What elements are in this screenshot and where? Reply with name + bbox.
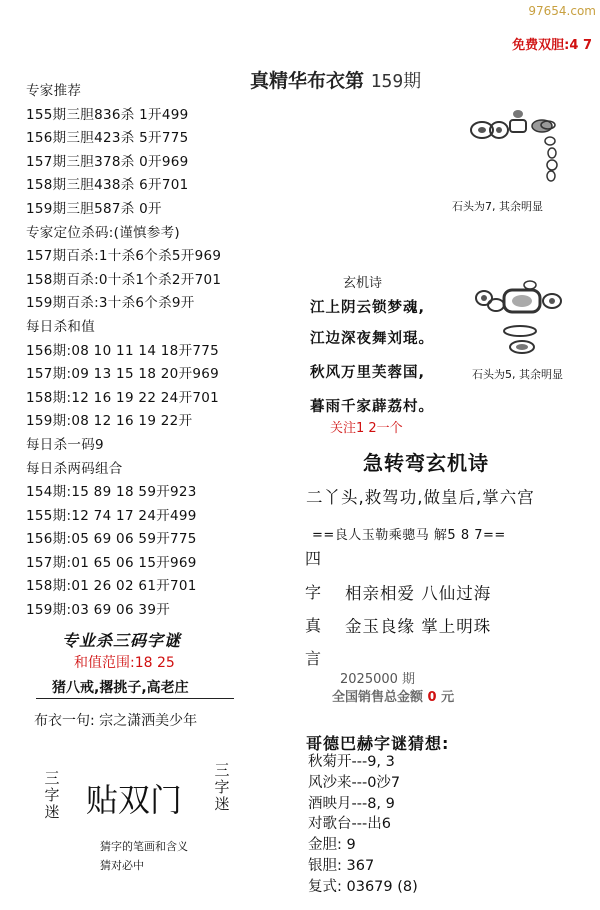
- couplet-right: 三字迷: [214, 761, 230, 813]
- stone-caption-2: 石头为5, 其余明显: [472, 368, 563, 381]
- riddle-slogan: 专业杀三码字谜: [62, 631, 182, 650]
- four-char-label: 字: [305, 583, 322, 602]
- expert-list-item: 159期:03 69 06 39开: [26, 602, 171, 619]
- expert-list-item: 158期三胆438杀 6开701: [26, 177, 189, 194]
- stone-picture-2: [472, 275, 600, 365]
- sales-unit: 元: [441, 690, 455, 705]
- issue-number: 159期: [370, 71, 422, 92]
- expert-list-item: 每日杀一码9: [26, 436, 104, 453]
- xuanji-title: 玄机诗: [343, 276, 383, 291]
- poem-line: 江边深夜舞刘琨。: [310, 331, 434, 347]
- phrase-pair-1: 相亲相爱 八仙过海: [345, 584, 492, 603]
- goldbach-item: 酒映月---8, 9: [308, 795, 395, 812]
- expert-list-item: 157期:09 13 15 18 20开969: [26, 366, 220, 383]
- expert-list-item: 156期:05 69 06 59开775: [26, 531, 197, 548]
- expert-list-item: 专家定位杀码:(谨慎参考): [26, 224, 180, 241]
- expert-list-item: 每日杀和值: [26, 318, 95, 335]
- jizhuan-answer: ==良人玉勒乘骢马 解5 8 7==: [312, 528, 506, 543]
- site-watermark: 97654.com: [528, 4, 596, 18]
- goldbach-item: 秋菊开---9, 3: [308, 754, 395, 770]
- riddle-answer-line: 猪八戒,撂挑子,高老庄: [52, 680, 189, 696]
- expert-list-item: 专家推荐: [26, 83, 82, 99]
- expert-list-item: 157期三胆378杀 0开969: [26, 153, 189, 170]
- expert-list-item: 158期:12 16 19 22 24开701: [26, 389, 220, 406]
- expert-list: [26, 80, 296, 623]
- couplet-hint-1: 猜字的笔画和含义: [100, 840, 188, 853]
- divider-line: [36, 698, 234, 699]
- free-double-label: 免费双胆:4 7: [512, 38, 592, 53]
- phrase-pair-2: 金玉良缘 掌上明珠: [345, 617, 492, 636]
- expert-list-item: 155期:12 74 17 24开499: [26, 507, 197, 524]
- poem-line: 秋风万里芙蓉国,: [310, 365, 426, 381]
- goldbach-item: 对歌台---出6: [308, 816, 391, 833]
- expert-list-item: 每日杀两码组合: [26, 460, 123, 477]
- title-text: 真精华布衣第: [250, 70, 365, 92]
- expert-list-item: 156期三胆423杀 5开775: [26, 130, 189, 147]
- expert-list-item: 159期:08 12 16 19 22开: [26, 413, 193, 430]
- goldbach-item: 风沙来---0沙7: [308, 774, 401, 791]
- expert-list-item: 156期:08 10 11 14 18开775: [26, 342, 220, 359]
- follow-note: 关注1 2一个: [330, 421, 403, 436]
- four-char-label: 言: [305, 649, 322, 668]
- sales-label: 全国销售总金额: [332, 690, 424, 705]
- jizhuan-riddle: 二丫头,救驾功,做皇后,掌六宫: [306, 488, 535, 507]
- poem-line: 江上阴云锁梦魂,: [310, 300, 426, 316]
- goldbach-list: [308, 752, 508, 898]
- sales-amount: 0: [427, 690, 437, 705]
- sales-issue: 2025000 期: [340, 672, 416, 687]
- expert-list-item: 158期百杀:0十杀1个杀2开701: [26, 271, 222, 288]
- goldbach-title: 哥德巴赫字谜猜想:: [306, 734, 450, 753]
- buyi-line: 布衣一句: 宗之潇洒美少年: [34, 713, 198, 729]
- goldbach-item: 复式: 03679 (8): [308, 878, 418, 895]
- expert-list-item: 155期三胆836杀 1开499: [26, 106, 189, 123]
- four-char-label: 四: [305, 549, 322, 568]
- expert-list-item: 157期百杀:1十杀6个杀5开969: [26, 248, 222, 265]
- goldbach-item: 银胆: 367: [308, 857, 375, 874]
- expert-list-item: 159期三胆587杀 0开: [26, 200, 162, 217]
- expert-list-item: 158期:01 26 02 61开701: [26, 578, 197, 595]
- expert-list-item: 157期:01 65 06 15开969: [26, 554, 197, 571]
- jizhuan-title: 急转弯玄机诗: [363, 451, 489, 475]
- sales-total: [332, 686, 454, 705]
- couplet-center: 贴双门: [86, 781, 183, 819]
- expert-list-item: 159期百杀:3十杀6个杀9开: [26, 295, 195, 312]
- four-char-label: 真: [305, 616, 322, 635]
- goldbach-item: 金胆: 9: [308, 837, 356, 854]
- stone-caption-1: 石头为7, 其余明显: [452, 200, 543, 213]
- expert-list-item: 154期:15 89 18 59开923: [26, 484, 197, 501]
- couplet-hint-2: 猜对必中: [100, 859, 144, 872]
- sum-range: 和值范围:18 25: [74, 655, 175, 671]
- stone-picture-1: [462, 92, 600, 202]
- poem-line: 暮雨千家薜荔村。: [310, 399, 434, 415]
- couplet-left: 三字迷: [44, 769, 60, 821]
